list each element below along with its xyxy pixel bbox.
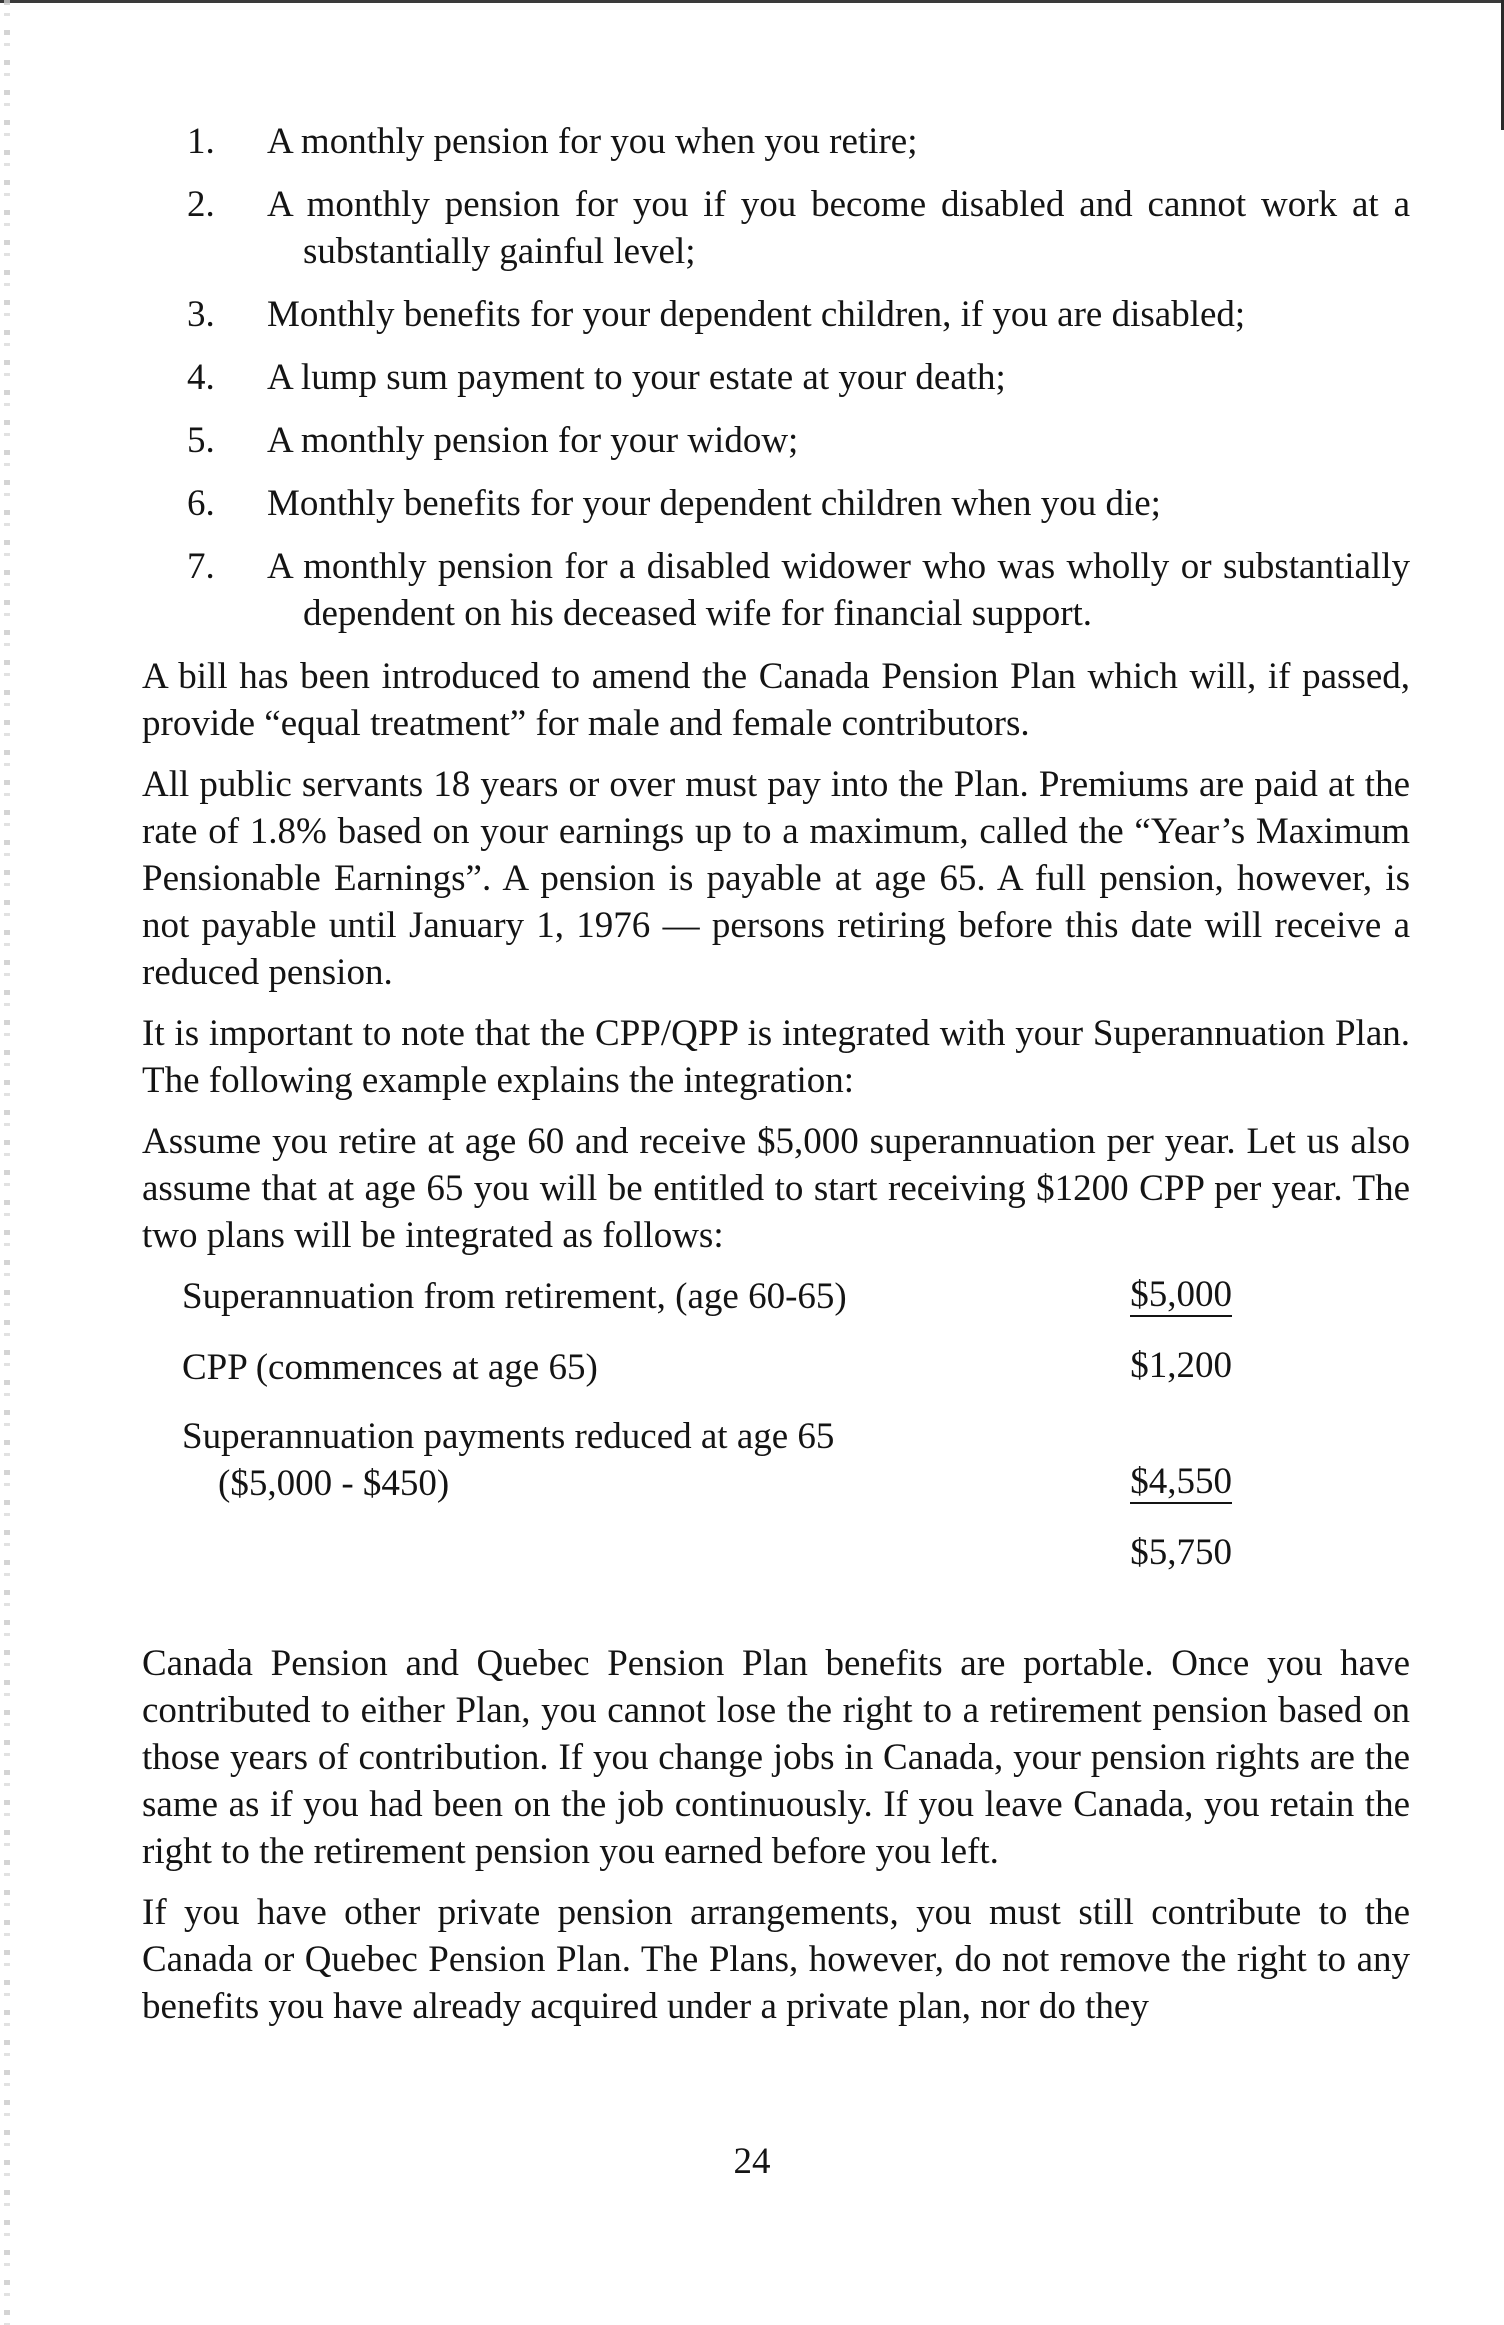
list-item (142, 417, 1410, 464)
top-border (0, 0, 1504, 3)
row-label-line1: Superannuation payments reduced at age 65 (182, 1416, 835, 1457)
integration-example-table (182, 1271, 1232, 1578)
list-item (142, 543, 1410, 637)
list-item-text: Monthly benefits for your dependent children when you die; (267, 483, 1161, 524)
list-item-number: 3. (187, 294, 215, 335)
paragraph-portable: Canada Pension and Quebec Pension Plan benefits are portable. Once you have contributed to either Plan, you cannot lose the right to a retirement pension based on those years of contribution. If you change jobs in Canada, your pension rights are the same as if you had been on the job continuously. If you leave Canada, you retain the right to the retirement pension you earned before you left. (142, 1643, 1410, 1872)
list-item-number: 2. (187, 184, 215, 225)
table-row (182, 1271, 1232, 1320)
list-item-number: 6. (187, 483, 215, 524)
table-row-total (182, 1529, 1232, 1578)
list-item (142, 181, 1410, 275)
list-item-number: 4. (187, 357, 215, 398)
row-label-line2: ($5,000 - $450) (218, 1463, 450, 1504)
list-item-text: A lump sum payment to your estate at your death; (267, 357, 1006, 398)
page-content (142, 118, 1410, 2030)
list-item-text: A monthly pension for you if you become disabled and cannot work at a substantially gainful level; (267, 184, 1410, 272)
binding-edge (4, 0, 10, 2325)
paragraph-bill: A bill has been introduced to amend the Canada Pension Plan which will, if passed, provide “equal treatment” for male and female contributors. (142, 656, 1410, 744)
list-item (142, 480, 1410, 527)
list-item (142, 118, 1410, 165)
paragraph-public-servants: All public servants 18 years or over must pay into the Plan. Premiums are paid at the rate of 1.8% based on your earnings up to a maximum, called the “Year’s Maximum Pensionable Earnings”. A pension is payable at age 65. A full pension, however, is not payable until January 1, 1976 — persons retiring before this date will receive a reduced pension. (142, 764, 1410, 993)
list-item-text: A monthly pension for a disabled widower who was wholly or substantially dependent on his deceased wife for financial support. (267, 546, 1410, 634)
table-row (182, 1342, 1232, 1391)
row-amount: $4,550 (1130, 1461, 1232, 1502)
benefits-list (142, 118, 1410, 637)
paragraph-integration: It is important to note that the CPP/QPP is integrated with your Superannuation Plan. The following example explains the integration: (142, 1013, 1410, 1101)
paragraph-example-intro: Assume you retire at age 60 and receive $5,000 superannuation per year. Let us also assume that at age 65 you will be entitled to start receiving $1200 CPP per year. The two plans will be integrated as follows: (142, 1121, 1410, 1256)
row-amount: $1,200 (1130, 1345, 1232, 1386)
paragraph-private: If you have other private pension arrangements, you must still contribute to the Canada or Quebec Pension Plan. The Plans, however, do not remove the right to any benefits you have already acquired under a private plan, nor do they (142, 1892, 1410, 2027)
list-item-text: A monthly pension for you when you retire; (267, 121, 918, 162)
list-item (142, 291, 1410, 338)
list-item-text: A monthly pension for your widow; (267, 420, 799, 461)
list-item-number: 7. (187, 546, 215, 587)
page-number: 24 (733, 2141, 771, 2182)
list-item-number: 1. (187, 121, 215, 162)
list-item (142, 354, 1410, 401)
row-label: CPP (commences at age 65) (182, 1347, 598, 1388)
row-amount: $5,000 (1130, 1274, 1232, 1315)
list-item-number: 5. (187, 420, 215, 461)
row-label (182, 1413, 1052, 1507)
row-label: Superannuation from retirement, (age 60-65) (182, 1276, 847, 1317)
total-amount: $5,750 (1130, 1532, 1232, 1573)
table-row (182, 1413, 1232, 1507)
list-item-text: Monthly benefits for your dependent children, if you are disabled; (267, 294, 1246, 335)
